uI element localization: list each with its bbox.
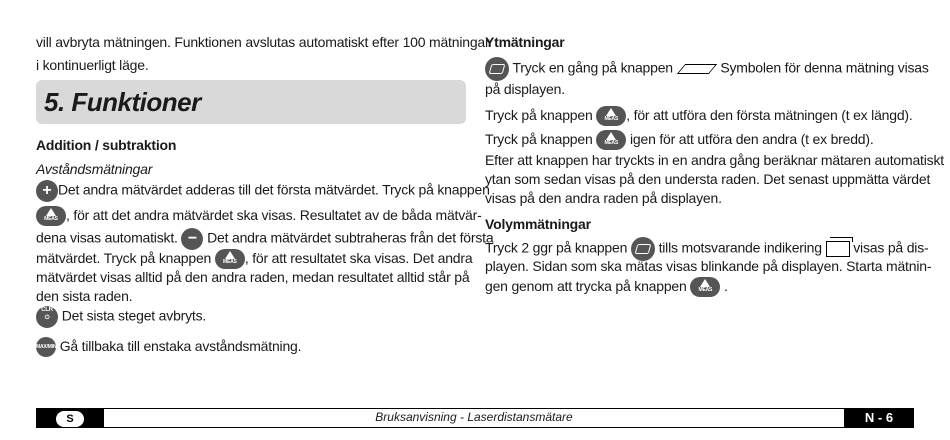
area-line: Efter att knappen har tryckts in en andra gång beräknar mätaren automatiskt (485, 152, 944, 168)
para-line (36, 228, 493, 250)
back-text: Gå tillbaka till enstaka avståndsmätning. (59, 338, 302, 354)
clr-text: Det sista steget avbryts. (61, 307, 207, 324)
volume-text: Tryck 2 ggr på knappen (485, 239, 628, 256)
volume-heading: Volymmätningar (485, 216, 591, 232)
meas-button-icon: MEAS (596, 130, 626, 150)
volume-line (485, 277, 728, 297)
page-number: N - 6 (844, 408, 914, 428)
area-text: Tryck på knappen (485, 107, 593, 123)
area-text: igen för att utföra den andra (t ex bredd). (629, 131, 874, 147)
para-line (36, 249, 472, 269)
volume-line: playen. Sidan som ska mätas visas blinkande på displayen. Starta mätnin- (485, 258, 932, 274)
volume-text: . (724, 278, 728, 294)
back-line (36, 337, 301, 357)
meas-button-icon: MEAS (690, 277, 720, 297)
volume-text: visas på dis- (853, 239, 929, 256)
clr-line (36, 306, 206, 328)
para-line: mätvärdet visas alltid på den andra raden, medan resultatet alltid står på (36, 269, 470, 285)
area-line: visas på den andra raden på displayen. (485, 190, 722, 206)
area-line: ytan som sedan visas på den understa raden. Det senast uppmätta värdet (485, 171, 931, 187)
volume-text: gen genom att trycka på knappen (485, 278, 687, 294)
para-text: mätvärdet. Tryck på knappen (36, 250, 212, 266)
area-text: Tryck på knappen (485, 131, 593, 147)
sub-sub-heading: Avståndsmätningar (36, 161, 153, 177)
area-heading: Ytmätningar (485, 34, 565, 50)
section-title: 5. Funktioner (44, 87, 201, 117)
area-line (485, 57, 929, 81)
area-line (485, 106, 913, 126)
sub-heading: Addition / subtraktion (36, 137, 177, 153)
para-line (36, 206, 482, 226)
footer-title: Bruksanvisning - Laserdistansmätare (375, 410, 573, 424)
volume-text: tills motsvarande indikering (658, 239, 822, 256)
meas-button-icon: MEAS (215, 249, 245, 269)
para-text: , för att resultatet ska visas. Det andra (244, 250, 473, 266)
clr-button-icon: CLR ⏻ (36, 306, 58, 328)
plus-icon: + (36, 180, 58, 202)
para-line (36, 180, 490, 202)
area-line (485, 130, 874, 150)
intro-line-2: i kontinuerligt läge. (36, 57, 149, 73)
function-button-icon (485, 57, 509, 81)
meas-button-icon: MEAS (596, 106, 626, 126)
minus-icon: − (181, 228, 203, 250)
area-line: på displayen. (485, 81, 565, 97)
para-text: , för att det andra mätvärdet ska visas. Resultatet av de båda mätvär- (66, 207, 482, 223)
country-badge: S (56, 411, 84, 427)
para-line: den sista raden. (36, 288, 133, 304)
area-text: Symbolen för denna mätning visas (720, 59, 929, 76)
area-text: , för att utföra den första mätningen (t ex längd). (626, 107, 913, 123)
para-text: dena visas automatiskt. (36, 229, 178, 246)
area-text: Tryck en gång på knappen (512, 59, 673, 76)
maxmin-button-icon: MAX/MIN (36, 337, 56, 357)
volume-symbol-icon (826, 241, 850, 257)
intro-line-1: vill avbryta mätningen. Funktionen avslutas automatiskt efter 100 mätningar (36, 34, 490, 50)
area-symbol-icon (676, 64, 716, 74)
para-text: Det andra mätvärdet subtraheras från det första (207, 229, 494, 246)
meas-button-icon: MEAS (36, 206, 66, 226)
para-text: Det andra mätvärdet adderas till det första mätvärdet. Tryck på knappen (58, 181, 490, 198)
